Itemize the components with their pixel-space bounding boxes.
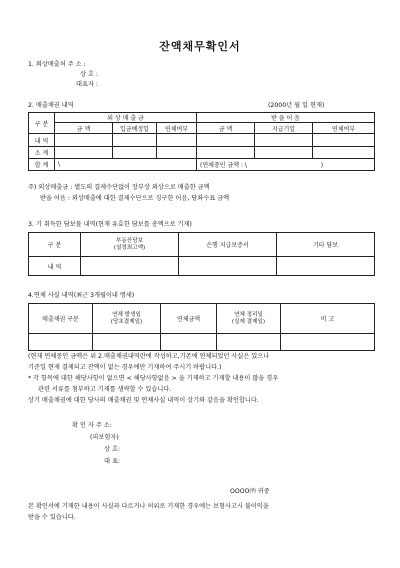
body-line-1: (현재 연체중인 금액은 위 2.매출채권내역란에 작성하고,기존에 연체되었던 사실은 있으나 (28, 353, 270, 360)
body-line-5: 상기 매출채권에 대한 당사의 매출채권 및 연체사실 내역이 상기와 같음을 확인합니다. (28, 397, 259, 404)
recipient: OOOO㈜ 귀중 (230, 488, 270, 495)
footer-line-1: 본 확인서에 기재한 내용이 사실과 다르거나 허위로 기재한 경우에는 보험사고시 불이익을 (28, 503, 269, 510)
cell[interactable] (179, 257, 277, 276)
body-line-2: 기준일 현재 결제되고 잔액이 없는 경우에만 기재하여 주시기 바랍니다.) (28, 364, 222, 371)
col-note-overdue: 연체여부 (313, 123, 375, 134)
cell[interactable] (197, 147, 255, 159)
sec1-address-label: 1. 외상매출처 주 소 : (28, 61, 86, 68)
col-settle (217, 304, 281, 334)
cell[interactable] (81, 257, 179, 276)
cell[interactable] (161, 334, 217, 351)
cell[interactable] (313, 134, 375, 147)
cell[interactable] (255, 134, 313, 147)
note-notes: 받을 어음 : 외상매출에 대한 결제수단으로 징구한 어음, 당좌수표 금액 (40, 195, 230, 202)
col-realestate-line2: (설정최고액) (113, 244, 146, 251)
col-bond: 매출채권 구분 (29, 304, 93, 334)
col-occur-line1: 연체 발생일 (112, 311, 141, 318)
total-amount-cell[interactable] (55, 159, 197, 171)
cell[interactable] (55, 134, 113, 147)
col-settle-line2: (실제 결제일) (231, 318, 266, 325)
collateral-table (28, 232, 375, 276)
receivables-table (28, 112, 375, 171)
col-group-ar: 외 상 매 출 금 (55, 113, 197, 123)
row-subtotal-label: 소 계 (29, 147, 55, 159)
cell[interactable] (217, 334, 281, 351)
col-type: 구 분 (29, 113, 55, 134)
cell[interactable] (55, 147, 113, 159)
cell[interactable] (157, 134, 197, 147)
total-overdue-cell[interactable] (197, 159, 375, 171)
col-ar-amount: 금 액 (55, 123, 113, 134)
confirm-company-label: 상 호: (104, 446, 121, 453)
cell[interactable] (277, 257, 375, 276)
sec1-company-label: 상 호 : (80, 71, 98, 78)
cell[interactable] (281, 334, 375, 351)
col-remark: 비 고 (281, 304, 375, 334)
body-line-4: 관련 서류를 첨부하고 기재를 생략할 수 있습니다. (38, 386, 172, 393)
confirm-rep-label: 대 표: (104, 458, 121, 465)
row-detail-label: 내 역 (29, 134, 55, 147)
overdue-table (28, 303, 375, 351)
cell[interactable] (113, 147, 157, 159)
sec1-rep-label: 대표자 : (76, 81, 98, 88)
document-title: 잔액채무확인서 (159, 40, 241, 53)
cell[interactable] (29, 334, 93, 351)
confirm-address-label: 확 인 자 주 소: (72, 422, 112, 429)
col-amount: 연체금액 (161, 304, 217, 334)
col-ar-due: 입금예정일 (113, 123, 157, 134)
col-group-notes: 받 을 어 음 (197, 113, 375, 123)
note-ar: 주) 외상매출금 : 별도의 결제수단없이 장부상 외상으로 매출한 금액 (28, 184, 210, 191)
body-line-3: * 각 항목에 대한 해당사항이 없으면 < 해당사항없음 > 을 기재하고 기재할 내용이 많을 경우 (28, 375, 279, 382)
cell[interactable] (157, 147, 197, 159)
cell[interactable] (197, 134, 255, 147)
col-occur-line2: (당초결제일) (110, 318, 143, 325)
footer-line-2: 받을 수 있습니다. (28, 514, 76, 521)
sec3-heading: 3. 기 취득한 담보물 내역(현재 유효한 담보를 총액으로 기재) (28, 221, 192, 228)
sec2-date: (2000년 월 일 현재) (268, 102, 325, 109)
col-other: 기타 담보 (277, 233, 375, 257)
cell[interactable] (255, 147, 313, 159)
col-ar-overdue: 연체여부 (157, 123, 197, 134)
col-note-amount: 금 액 (197, 123, 255, 134)
col-note-due: 지급기일 (255, 123, 313, 134)
col-realestate (81, 233, 179, 257)
col-settle-line1: 연체 정리일 (234, 311, 263, 318)
cell[interactable] (313, 147, 375, 159)
total-overdue-label: (연체중인 금액 : \ (200, 162, 247, 169)
sec2-heading: 2. 매출채권 내역 (28, 102, 74, 109)
col-guarantee: 은행 지급보증서 (179, 233, 277, 257)
col-realestate-line1: 부동산담보 (115, 237, 144, 244)
cell[interactable] (93, 334, 161, 351)
sec4-heading: 4.연체 사실 내역(최근 3개월이내 명세) (28, 292, 135, 299)
cell[interactable] (113, 134, 157, 147)
row-detail-label: 내 역 (29, 257, 81, 276)
col-type: 구 분 (29, 233, 81, 257)
confirm-insured-label: (피보험자) (90, 434, 119, 441)
col-occur (93, 304, 161, 334)
won-mark: \ (58, 161, 61, 168)
row-total-label: 합 계 (29, 159, 55, 171)
total-overdue-close: ) (320, 162, 324, 169)
